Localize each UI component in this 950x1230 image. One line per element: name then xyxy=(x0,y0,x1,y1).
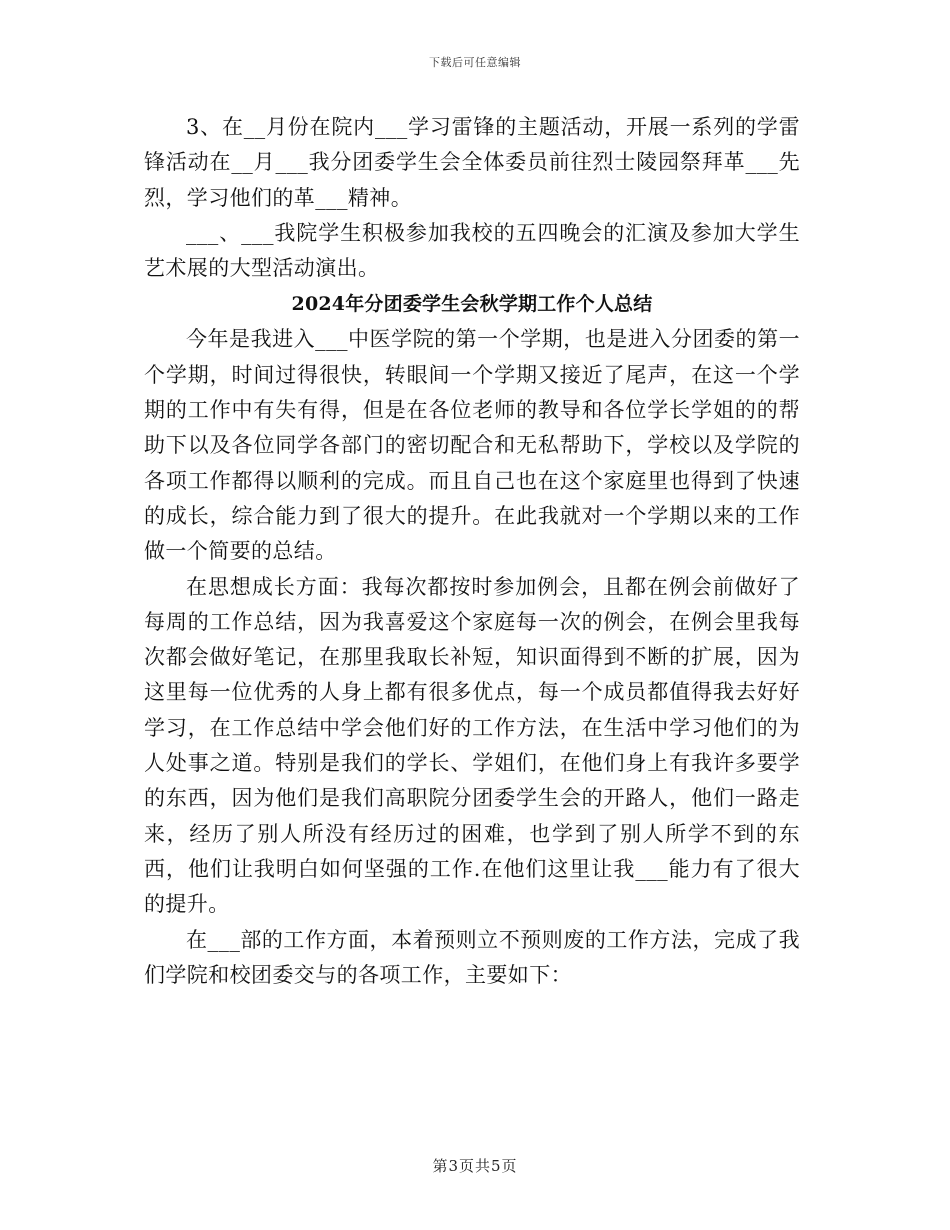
paragraph-department-work: 在___部的工作方面，本着预则立不预则废的工作方法，完成了我们学院和校团委交与的各项工作，主要如下： xyxy=(144,927,800,987)
page-header: 下载后可任意编辑 xyxy=(429,56,521,69)
document-body xyxy=(144,110,800,993)
paragraph-item-3: 3、在__月份在院内___学习雷锋的主题活动，开展一系列的学雷锋活动在__月___我分团委学生会全体委员前往烈士陵园祭拜革___先烈，学习他们的革___精神。 xyxy=(144,115,800,210)
paragraph-thought-growth: 在思想成长方面：我每次都按时参加例会，且都在例会前做好了每周的工作总结，因为我喜爱这个家庭每一次的例会，在例会里我每次都会做好笔记，在那里我取长补短，知识面得到不断的扩展，因为这里每一位优秀的人身上都有很多优点，每一个成员都值得我去好好学习，在工作总结中学会他们好的工作方法，在生活中学习他们的为人处事之道。特别是我们的学长、学姐们，在他们身上有我许多要学的东西，因为他们是我们高职院分团委学生会的开路人，他们一路走来，经历了别人所没有经历过的困难，也学到了别人所学不到的东西，他们让我明白如何坚强的工作.在他们这里让我___能力有了很大的提升。 xyxy=(144,574,800,917)
paragraph-item-4: ___、___我院学生积极参加我校的五四晚会的汇演及参加大学生艺术展的大型活动演出。 xyxy=(144,220,800,281)
section-title: 2024年分团委学生会秋学期工作个人总结 xyxy=(291,293,653,316)
paragraph-intro: 今年是我进入___中医学院的第一个学期，也是进入分团委的第一个学期，时间过得很快，转眼间一个学期又接近了尾声，在这一个学期的工作中有失有得，但是在各位老师的教导和各位学长学姐的的帮助下以及各位同学各部门的密切配合和无私帮助下，学校以及学院的各项工作都得以顺利的完成。而且自己也在这个家庭里也得到了快速的成长，综合能力到了很大的提升。在此我就对一个学期以来的工作做一个简要的总结。 xyxy=(144,327,800,564)
page-number: 第3页共5页 xyxy=(432,1157,518,1175)
